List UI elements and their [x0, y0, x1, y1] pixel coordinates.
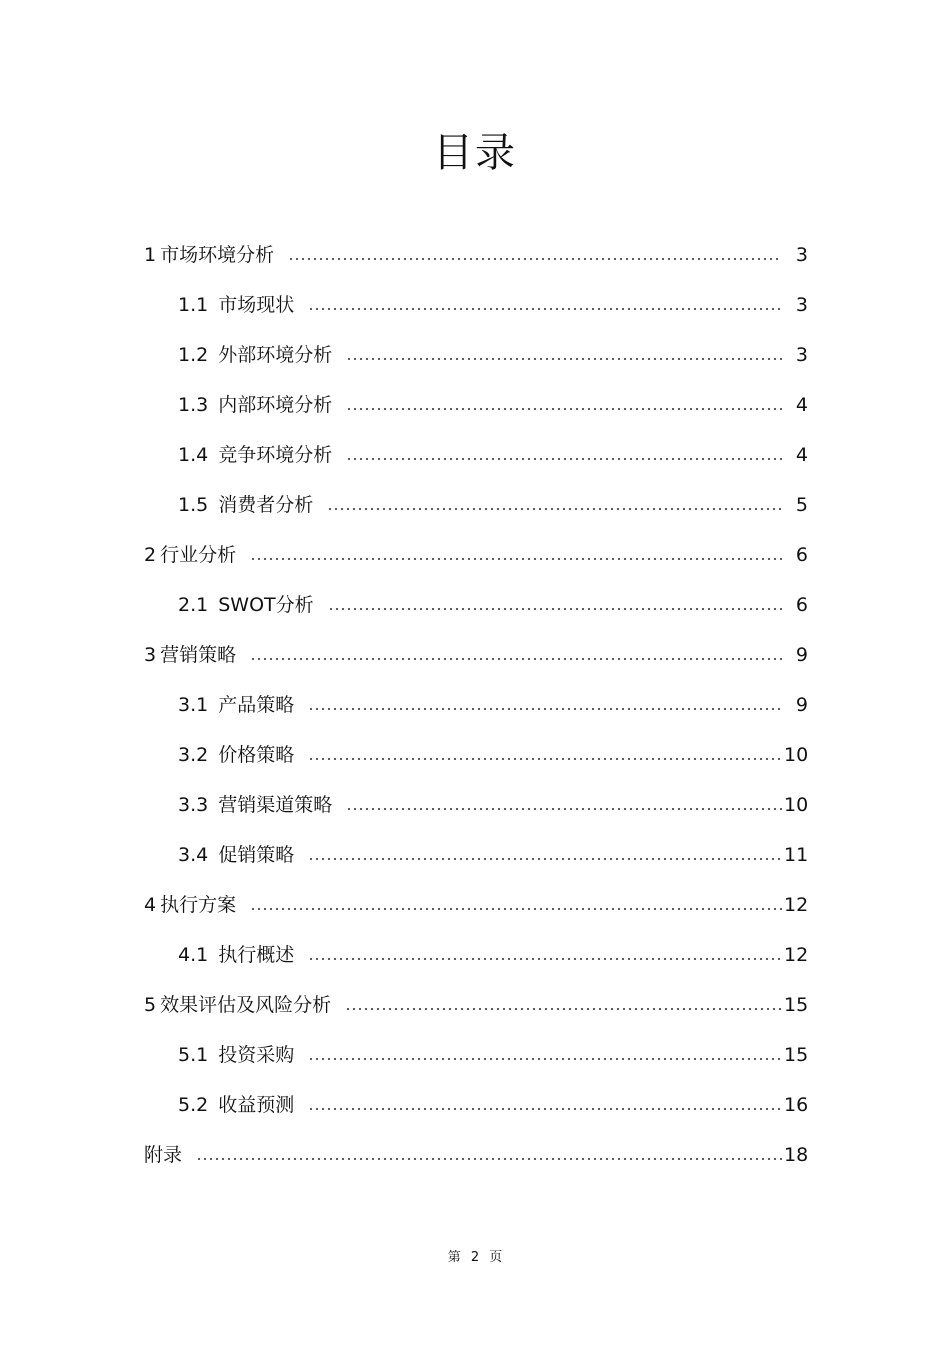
- toc-entry-label: 促销策略: [218, 844, 295, 866]
- toc-entry[interactable]: [178, 487, 808, 517]
- toc-entry-label: 营销策略: [160, 644, 237, 666]
- toc-entry-page: 9: [795, 694, 808, 716]
- toc-dot-leader: [308, 1106, 782, 1112]
- toc-entry-page: 15: [784, 994, 809, 1016]
- toc-entry-number: 3: [144, 644, 157, 666]
- toc-entry-label: 执行概述: [218, 944, 295, 966]
- toc-entry-page: 4: [795, 444, 808, 466]
- toc-entry-number: 2: [144, 544, 157, 566]
- toc-entry-number: 5.1: [178, 1044, 209, 1066]
- toc-entry-page: 12: [784, 894, 809, 916]
- footer-suffix: 页: [489, 1250, 503, 1265]
- toc-entry-page: 12: [784, 944, 809, 966]
- toc-entry-page: 16: [784, 1094, 809, 1116]
- toc-entry-label: SWOT分析: [218, 594, 314, 616]
- toc-dot-leader: [308, 306, 782, 312]
- toc-entry-label: 效果评估及风险分析: [160, 994, 332, 1016]
- toc-entry[interactable]: [178, 437, 808, 467]
- toc-entry[interactable]: [144, 537, 808, 567]
- toc-dot-leader: [346, 806, 782, 812]
- toc-entry-label: 行业分析: [160, 544, 237, 566]
- toc-entry-page: 3: [795, 344, 808, 366]
- toc-dot-leader: [345, 1006, 782, 1012]
- page-title: 目录: [433, 130, 517, 176]
- toc-entry-label: 价格策略: [218, 744, 295, 766]
- toc-entry-label: 收益预测: [218, 1094, 295, 1116]
- toc-entry-label: 营销渠道策略: [218, 794, 333, 816]
- toc-entry-label: 消费者分析: [218, 494, 314, 516]
- toc-entry-label: 外部环境分析: [218, 344, 333, 366]
- toc-entry-page: 11: [784, 844, 809, 866]
- toc-entry-page: 10: [784, 794, 809, 816]
- toc-entry-page: 6: [795, 544, 808, 566]
- toc-entry-number: 2.1: [178, 594, 209, 616]
- toc-entry-label: 市场环境分析: [160, 244, 275, 266]
- toc-entry-number: 5.2: [178, 1094, 209, 1116]
- toc-dot-leader: [308, 956, 782, 962]
- toc-entry[interactable]: [178, 1087, 808, 1117]
- toc-dot-leader: [288, 256, 782, 262]
- page-footer: [0, 1249, 950, 1267]
- toc-entry-number: 5: [144, 994, 157, 1016]
- footer-prefix: 第: [447, 1250, 461, 1265]
- toc-entry-number: 4: [144, 894, 157, 916]
- toc-dot-leader: [308, 756, 782, 762]
- toc-entry[interactable]: [178, 937, 808, 967]
- toc-entry-page: 15: [784, 1044, 809, 1066]
- toc-entry-number: 1.2: [178, 344, 209, 366]
- footer-page-number: 2: [470, 1250, 480, 1265]
- toc-entry[interactable]: [178, 837, 808, 867]
- toc-dot-leader: [327, 506, 782, 512]
- toc-entry-page: 18: [784, 1144, 809, 1166]
- toc-entry[interactable]: [178, 387, 808, 417]
- toc-entry-page: 3: [795, 294, 808, 316]
- toc-entry-page: 3: [795, 244, 808, 266]
- toc-entry[interactable]: [178, 737, 808, 767]
- toc-entry-number: 3.1: [178, 694, 209, 716]
- toc-dot-leader: [250, 656, 782, 662]
- toc-dot-leader: [250, 556, 782, 562]
- toc-entry-number: 1: [144, 244, 157, 266]
- toc-dot-leader: [308, 856, 782, 862]
- toc-entry-page: 5: [795, 494, 808, 516]
- toc-entry[interactable]: [178, 587, 808, 617]
- toc-dot-leader: [196, 1156, 782, 1162]
- toc-entry-label: 竞争环境分析: [218, 444, 333, 466]
- toc-dot-leader: [346, 356, 782, 362]
- toc-entry[interactable]: [144, 637, 808, 667]
- toc-dot-leader: [308, 706, 782, 712]
- toc-entry-page: 10: [784, 744, 809, 766]
- toc-entry[interactable]: [144, 887, 808, 917]
- toc-dot-leader: [250, 906, 782, 912]
- toc-entry-label: 市场现状: [218, 294, 295, 316]
- toc-dot-leader: [346, 456, 782, 462]
- toc-entry-number: 1.1: [178, 294, 209, 316]
- toc-entry-number: 1.3: [178, 394, 209, 416]
- toc-entry-label: 附录: [144, 1144, 183, 1166]
- toc-entry-number: 3.4: [178, 844, 209, 866]
- toc-entry[interactable]: [144, 1137, 808, 1167]
- toc-entry[interactable]: [178, 687, 808, 717]
- toc-dot-leader: [308, 1056, 782, 1062]
- toc-entry[interactable]: [178, 337, 808, 367]
- toc-entry-number: 4.1: [178, 944, 209, 966]
- toc-entry-page: 6: [795, 594, 808, 616]
- toc-entry[interactable]: [178, 287, 808, 317]
- toc-entry-number: 1.5: [178, 494, 209, 516]
- toc-entry-number: 3.2: [178, 744, 209, 766]
- toc-entry-label: 产品策略: [218, 694, 295, 716]
- toc-dot-leader: [328, 606, 782, 612]
- toc-entry[interactable]: [144, 987, 808, 1017]
- toc-entry[interactable]: [178, 1037, 808, 1067]
- toc-dot-leader: [346, 406, 782, 412]
- toc-entry-number: 1.4: [178, 444, 209, 466]
- toc-entry-page: 4: [795, 394, 808, 416]
- toc-entry[interactable]: [178, 787, 808, 817]
- toc-entry-page: 9: [795, 644, 808, 666]
- toc-entry[interactable]: [144, 237, 808, 267]
- toc-entry-label: 投资采购: [218, 1044, 295, 1066]
- toc-entry-label: 内部环境分析: [218, 394, 333, 416]
- toc-entry-number: 3.3: [178, 794, 209, 816]
- toc-entry-label: 执行方案: [160, 894, 237, 916]
